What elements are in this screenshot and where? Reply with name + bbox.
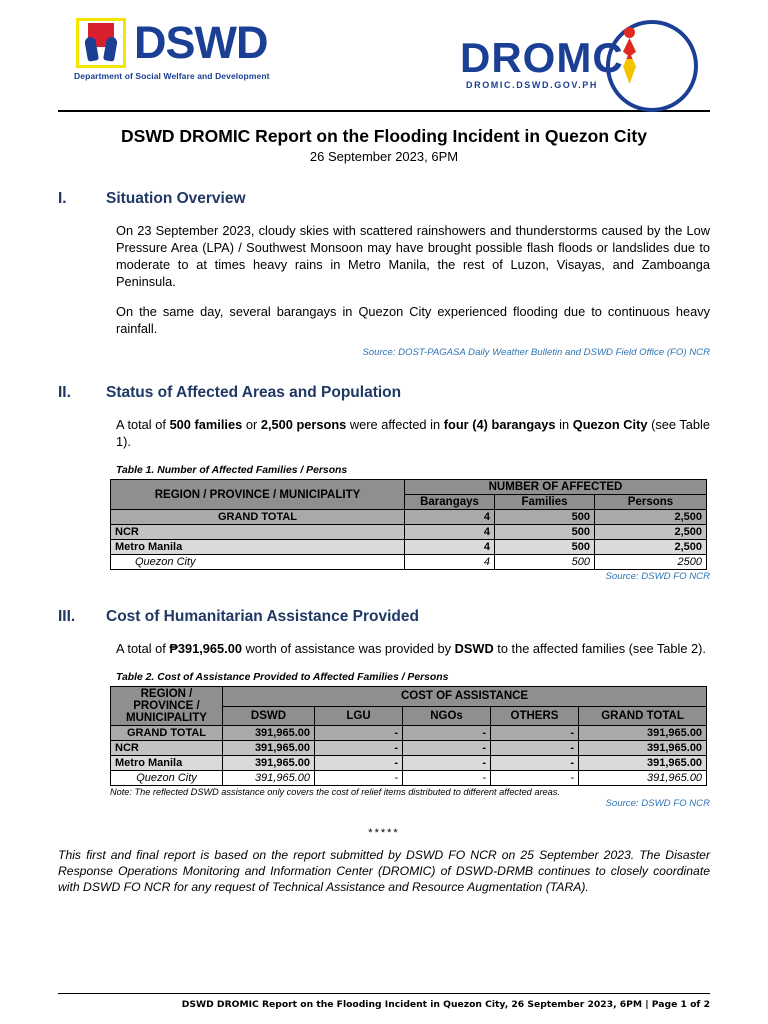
section-i-paragraph-1: On 23 September 2023, cloudy skies with scattered rainshowers and thunderstorms caused by the Low Pressure Area (LPA) / Southwest Monsoon may have brought possible flash floods or landslides due to moderate to at times heavy rains in Metro Manila, the rest of Luzon, Visayas, and Zamboanga Peninsula. <box>116 223 710 289</box>
t2-r0-lgu: - <box>315 726 403 741</box>
t2-r1-lgu: - <box>315 741 403 756</box>
t2-r1-ngos: - <box>403 741 491 756</box>
dromic-acronym <box>460 34 624 82</box>
sii-t4: in <box>555 417 573 432</box>
t2-subheader-lgu: LGU <box>315 706 403 726</box>
table-1-caption: Table 1. Number of Affected Families / Persons <box>116 465 348 476</box>
table-2-source: Source: DSWD FO NCR <box>605 798 710 809</box>
dswd-acronym: DSWD <box>134 17 268 68</box>
sii-t1: A total of <box>116 417 170 432</box>
sii-b1: 500 families <box>169 417 243 432</box>
siii-b2: DSWD <box>454 641 494 656</box>
dswd-emblem-icon <box>76 18 126 68</box>
closing-paragraph: This first and final report is based on the report submitted by DSWD FO NCR on 25 September 2023. The Disaster Response Operations Monitoring and Information Center (DROMIC) of DSWD-DRMB continues to closely coordinate with DSWD FO NCR for any request of Technical Assistance and Resource Augmentation (TARA). <box>58 848 710 894</box>
t2-r1-label: NCR <box>111 741 223 756</box>
section-heading-ii <box>58 384 710 402</box>
dromic-logo <box>452 18 702 106</box>
section-heading-iii <box>58 608 710 626</box>
table-row <box>111 540 707 555</box>
t1-r0-label: GRAND TOTAL <box>111 510 405 525</box>
table-2-note: Note: The reflected DSWD assistance only covers the cost of relief items distributed to different affected areas. <box>110 787 560 797</box>
section-title-i: Situation Overview <box>106 190 246 207</box>
dromic-url-text: DROMIC.DSWD.GOV.PH <box>466 80 598 90</box>
table-row <box>111 741 707 756</box>
t2-r1-others: - <box>491 741 579 756</box>
t1-header-region: REGION / PROVINCE / MUNICIPALITY <box>111 480 405 510</box>
t1-r2-label: Metro Manila <box>111 540 405 555</box>
footer-divider <box>58 993 710 994</box>
dromic-dot-icon <box>624 27 635 38</box>
t1-r0-families: 500 <box>495 510 595 525</box>
sii-b3: four (4) barangays <box>443 417 556 432</box>
t1-r3-label: Quezon City <box>111 555 405 570</box>
dromic-acronym-text: DROM <box>460 34 593 81</box>
t2-r3-dswd: 391,965.00 <box>223 771 315 786</box>
dswd-logo <box>74 18 270 81</box>
table-row-header-top <box>111 480 707 495</box>
t2-subheader-grand-total: GRAND TOTAL <box>579 706 707 726</box>
t1-r0-barangays: 4 <box>405 510 495 525</box>
section-numeral-ii: II. <box>58 384 71 401</box>
t1-r3-families: 500 <box>495 555 595 570</box>
t1-r3-persons: 2500 <box>595 555 707 570</box>
t2-r1-dswd: 391,965.00 <box>223 741 315 756</box>
t2-subheader-dswd: DSWD <box>223 706 315 726</box>
t1-subheader-families: Families <box>495 495 595 510</box>
t2-r2-lgu: - <box>315 756 403 771</box>
t2-r0-ngos: - <box>403 726 491 741</box>
t2-r3-label: Quezon City <box>111 771 223 786</box>
page-footer <box>58 993 710 1010</box>
table-row <box>111 726 707 741</box>
table-2-caption: Table 2. Cost of Assistance Provided to Affected Families / Persons <box>116 672 449 683</box>
siii-b1: ₱391,965.00 <box>169 641 242 656</box>
t2-r0-others: - <box>491 726 579 741</box>
t2-r2-label: Metro Manila <box>111 756 223 771</box>
t2-r2-others: - <box>491 756 579 771</box>
table-row <box>111 756 707 771</box>
footer-text: DSWD DROMIC Report on the Flooding Incident in Quezon City, 26 September 2023, 6PM | Page 1 of 2 <box>181 999 710 1010</box>
t2-header-group: COST OF ASSISTANCE <box>223 687 707 707</box>
sii-t5: (see Table 1). <box>116 417 710 449</box>
t1-r3-barangays: 4 <box>405 555 495 570</box>
sii-b4: Quezon City <box>572 417 648 432</box>
closing-separator: ***** <box>368 827 400 839</box>
sii-b2: 2,500 persons <box>260 417 347 432</box>
section-heading-i <box>58 190 710 208</box>
section-numeral-iii: III. <box>58 608 76 625</box>
table-affected-families <box>110 479 707 570</box>
section-i-source: Source: DOST-PAGASA Daily Weather Bulletin and DSWD Field Office (FO) NCR <box>362 347 710 358</box>
t1-r1-families: 500 <box>495 525 595 540</box>
t2-r3-others: - <box>491 771 579 786</box>
t2-header-region: REGION / PROVINCE / MUNICIPALITY <box>111 687 223 726</box>
t1-subheader-persons: Persons <box>595 495 707 510</box>
t1-r2-families: 500 <box>495 540 595 555</box>
table-row <box>111 555 707 570</box>
dswd-logo-row <box>76 18 267 68</box>
t2-r1-total: 391,965.00 <box>579 741 707 756</box>
dswd-hands-shape <box>86 35 116 61</box>
siii-t2: worth of assistance was provided by <box>241 641 455 656</box>
t2-r2-total: 391,965.00 <box>579 756 707 771</box>
table-row <box>111 510 707 525</box>
section-iii-paragraph <box>116 640 710 657</box>
t2-subheader-ngos: NGOs <box>403 706 491 726</box>
dromic-acronym-c: C <box>592 34 624 81</box>
table-row-header-top <box>111 687 707 707</box>
sii-t3: were affected in <box>346 417 444 432</box>
table-row <box>111 771 707 786</box>
sii-t2: or <box>242 417 261 432</box>
t1-r1-barangays: 4 <box>405 525 495 540</box>
table-row <box>111 525 707 540</box>
section-i-paragraph-2: On the same day, several barangays in Quezon City experienced flooding due to continuous heavy rainfall. <box>116 304 710 336</box>
t2-subheader-others: OTHERS <box>491 706 579 726</box>
table-cost-of-assistance <box>110 686 707 786</box>
t1-r2-persons: 2,500 <box>595 540 707 555</box>
section-numeral-i: I. <box>58 190 67 207</box>
logo-header <box>58 0 710 110</box>
t2-r3-lgu: - <box>315 771 403 786</box>
t2-r2-ngos: - <box>403 756 491 771</box>
dswd-tagline: Department of Social Welfare and Development <box>74 71 270 81</box>
t1-r1-persons: 2,500 <box>595 525 707 540</box>
table-1-source: Source: DSWD FO NCR <box>605 571 710 582</box>
page-title: DSWD DROMIC Report on the Flooding Incident in Quezon City <box>121 126 647 146</box>
t2-r0-label: GRAND TOTAL <box>111 726 223 741</box>
t1-header-group: NUMBER OF AFFECTED <box>405 480 707 495</box>
t2-r0-total: 391,965.00 <box>579 726 707 741</box>
t1-r1-label: NCR <box>111 525 405 540</box>
t2-r0-dswd: 391,965.00 <box>223 726 315 741</box>
t2-r2-dswd: 391,965.00 <box>223 756 315 771</box>
t1-subheader-barangays: Barangays <box>405 495 495 510</box>
t1-r2-barangays: 4 <box>405 540 495 555</box>
header-divider <box>58 110 710 112</box>
siii-t3: to the affected families (see Table 2). <box>493 641 706 656</box>
t2-r3-total: 391,965.00 <box>579 771 707 786</box>
siii-t1: A total of <box>116 641 170 656</box>
t2-r3-ngos: - <box>403 771 491 786</box>
t1-r0-persons: 2,500 <box>595 510 707 525</box>
report-date: 26 September 2023, 6PM <box>309 149 459 164</box>
section-ii-paragraph <box>116 416 710 450</box>
section-title-iii: Cost of Humanitarian Assistance Provided <box>106 608 419 625</box>
section-title-ii: Status of Affected Areas and Population <box>106 384 402 401</box>
